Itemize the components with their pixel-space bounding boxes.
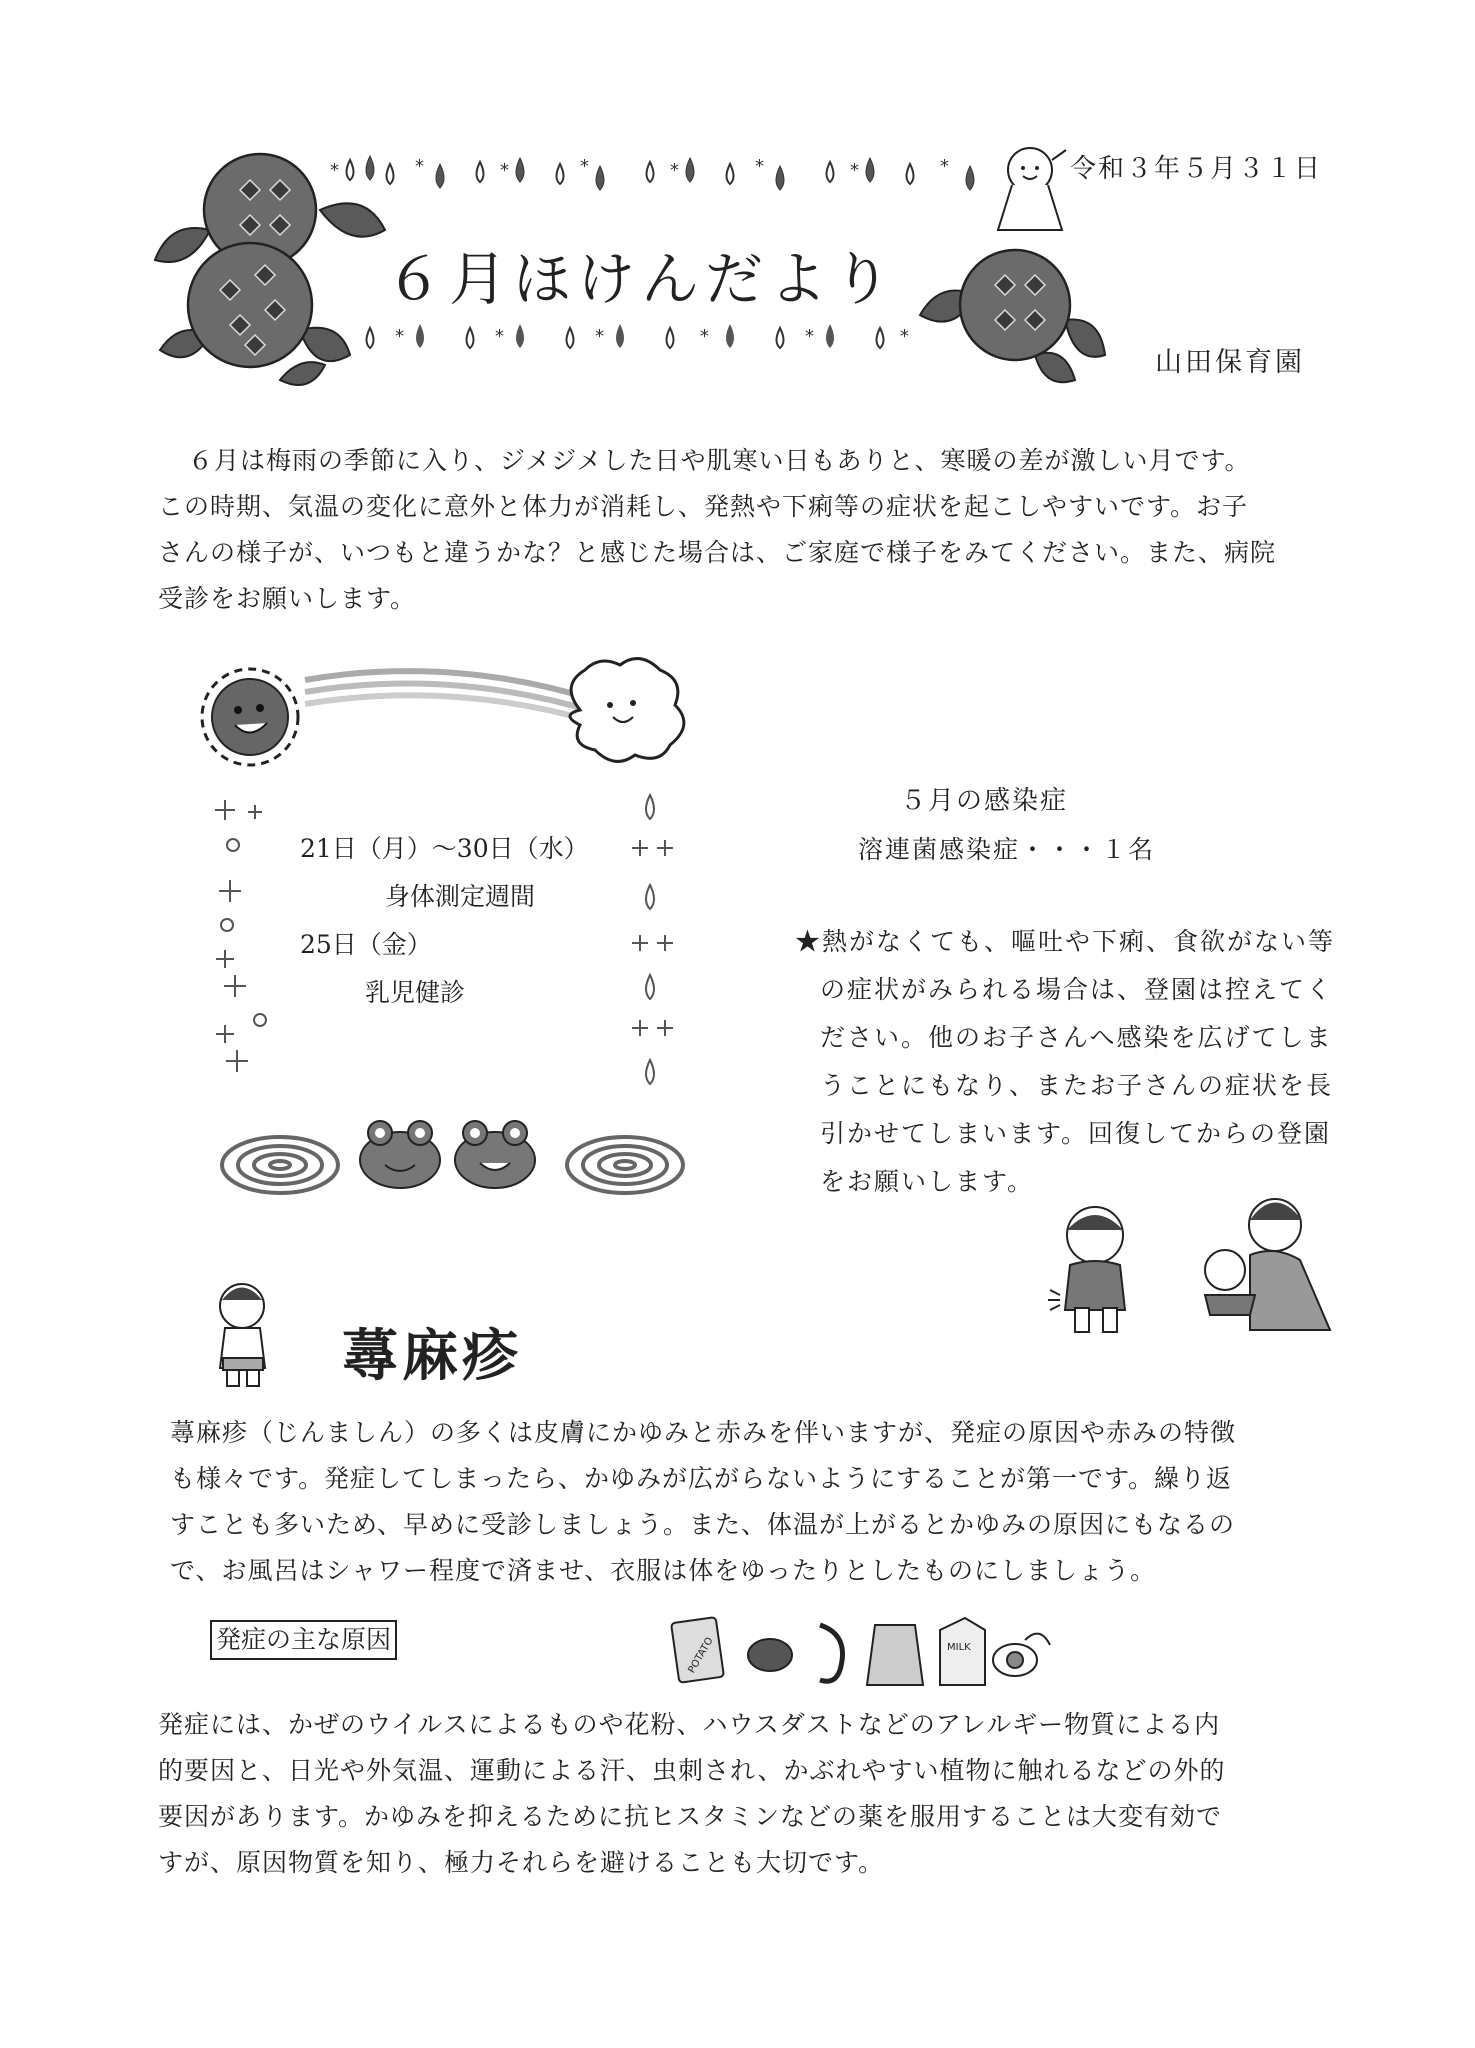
svg-text:*: * bbox=[580, 156, 589, 177]
causes-paragraph bbox=[158, 1702, 1226, 1886]
note-line: をお願いします。 bbox=[820, 1167, 1035, 1196]
mother-baby-illustration bbox=[1190, 1185, 1340, 1335]
svg-text:*: * bbox=[500, 160, 509, 181]
svg-text:*: * bbox=[415, 156, 424, 177]
issue-date: 令和３年５月３１日 bbox=[1070, 154, 1323, 184]
causes-line: 発症には、かぜのウイルスによるものや花粉、ハウスダストなどのアレルギー物質による内 bbox=[158, 1710, 1221, 1739]
intro-line: さんの様子が、いつもと違うかな？と感じた場合は、ご家庭で様子をみてください。また、病院 bbox=[158, 538, 1277, 567]
svg-text:*: * bbox=[595, 326, 604, 347]
svg-text:*: * bbox=[940, 156, 949, 177]
schedule-event: 身体測定週間 bbox=[385, 882, 536, 911]
intro-line: 受診をお願いします。 bbox=[158, 584, 417, 613]
svg-text:*: * bbox=[670, 160, 679, 181]
intro-line: この時期、気温の変化に意外と体力が消耗し、発熱や下痢等の症状を起こしやすいです。お子 bbox=[158, 492, 1249, 521]
allergen-foods-illustration bbox=[670, 1605, 1060, 1690]
schedule-date: 21日（月）～30日（水） bbox=[300, 834, 589, 863]
rainbow-illustration bbox=[305, 660, 595, 730]
svg-text:*: * bbox=[805, 326, 814, 347]
svg-text:*: * bbox=[900, 326, 909, 347]
svg-text:*: * bbox=[395, 326, 404, 347]
cloud-illustration bbox=[555, 655, 685, 765]
hives-line: も様々です。発症してしまったら、かゆみが広がらないようにすることが第一です。繰り返 bbox=[170, 1464, 1233, 1493]
infections-note bbox=[795, 918, 1335, 1206]
causes-line: すが、原因物質を知り、極力それらを避けることも大切です。 bbox=[158, 1848, 885, 1877]
infection-entry: 溶連菌感染症・・・１名 bbox=[858, 835, 1156, 864]
sparkle-frame-left bbox=[215, 790, 275, 1110]
raindrop-frame-right bbox=[630, 790, 680, 1110]
causes-line: 的要因と、日光や外気温、運動による汗、虫刺され、かぶれやすい植物に触れるなどの外的 bbox=[158, 1756, 1226, 1785]
hives-paragraph bbox=[170, 1410, 1236, 1594]
hives-heading: 蕁麻疹 bbox=[342, 1324, 522, 1389]
hives-line: で、お風呂はシャワー程度で済ませ、衣服は体をゆったりとしたものにしましょう。 bbox=[170, 1556, 1157, 1585]
hydrangea-right-illustration bbox=[915, 240, 1115, 390]
schedule-event: 乳児健診 bbox=[365, 978, 466, 1007]
intro-line: ６月は梅雨の季節に入り、ジメジメした日や肌寒い日もありと、寒暖の差が激しい月です。 bbox=[188, 446, 1251, 475]
teru-teru-bozu-doll bbox=[990, 140, 1070, 240]
food-label-milk: MILK bbox=[947, 1642, 971, 1653]
causes-label: 発症の主な原因 bbox=[210, 1620, 397, 1660]
svg-text:*: * bbox=[700, 326, 709, 347]
svg-text:*: * bbox=[495, 326, 504, 347]
hives-line: すことも多いため、早めに受診しましょう。また、体温が上がるとかゆみの原因にもなるの bbox=[170, 1510, 1236, 1539]
hives-line: 蕁麻疹（じんましん）の多くは皮膚にかゆみと赤みを伴いますが、発症の原因や赤みの特徴 bbox=[170, 1418, 1237, 1447]
infections-title: ５月の感染症 bbox=[900, 786, 1069, 816]
frogs-puddles-illustration bbox=[220, 1105, 690, 1210]
note-line: の症状がみられる場合は、登園は控えてく bbox=[820, 975, 1334, 1004]
sun-illustration bbox=[190, 665, 310, 775]
note-line: 引かせてしまいます。回復してからの登園 bbox=[820, 1119, 1332, 1148]
schedule-list bbox=[300, 825, 589, 1017]
page-title: ６月ほけんだより bbox=[385, 245, 898, 313]
svg-text:*: * bbox=[330, 160, 339, 181]
note-line: ださい。他のお子さんへ感染を広げてしま bbox=[820, 1023, 1333, 1052]
organization-name: 山田保育園 bbox=[1155, 347, 1305, 378]
note-line: ★熱がなくても、嘔吐や下痢、食欲がない等 bbox=[795, 927, 1336, 956]
causes-line: 要因があります。かゆみを抑えるために抗ヒスタミンなどの薬を服用することは大変有効で bbox=[158, 1802, 1223, 1831]
toddler-illustration bbox=[205, 1278, 280, 1388]
intro-paragraph bbox=[158, 438, 1388, 622]
raindrop-garland-top bbox=[330, 150, 1050, 210]
schedule-date: 25日（金） bbox=[300, 930, 432, 959]
note-line: うことにもなり、またお子さんの症状を長 bbox=[820, 1071, 1334, 1100]
raindrop-garland-bottom bbox=[360, 318, 920, 368]
svg-text:*: * bbox=[850, 160, 859, 181]
sick-child-illustration bbox=[1045, 1200, 1155, 1335]
svg-text:*: * bbox=[755, 156, 764, 177]
food-label-potato: POTATO bbox=[686, 1635, 716, 1676]
